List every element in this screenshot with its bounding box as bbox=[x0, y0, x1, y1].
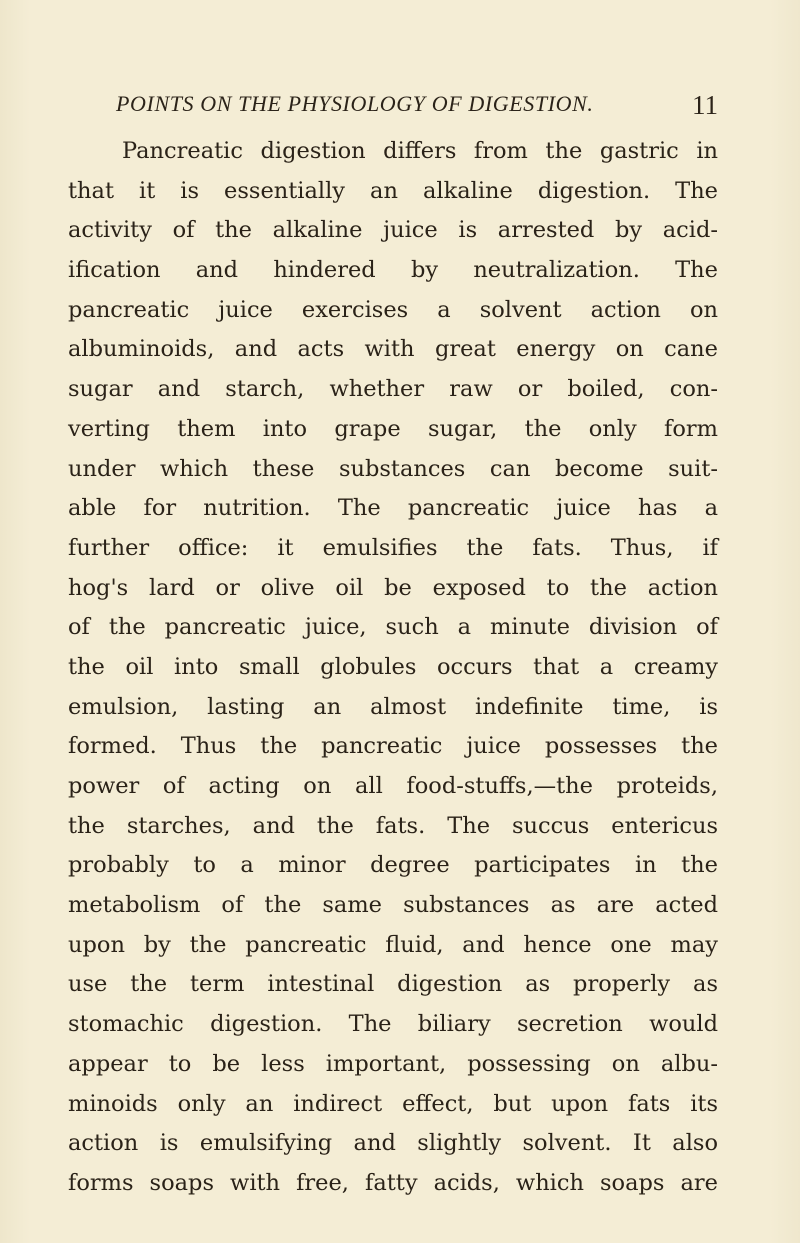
text-line: further office: it emulsifies the fats. Thus, if bbox=[68, 534, 718, 561]
text-line: verting them into grape sugar, the only form bbox=[68, 415, 718, 442]
text-line: able for nutrition. The pancreatic juice has a bbox=[68, 495, 718, 522]
text-line: albuminoids, and acts with great energy on cane bbox=[68, 336, 718, 363]
text-line: of the pancreatic juice, such a minute division of bbox=[68, 614, 718, 641]
text-line: metabolism of the same substances as are acted bbox=[68, 892, 718, 919]
text-line: power of acting on all food-stuffs,—the proteids, bbox=[68, 773, 718, 799]
text-line: action is emulsifying and slightly solvent. It also bbox=[68, 1130, 718, 1157]
body-paragraph bbox=[68, 132, 718, 1204]
text-line: appear to be less important, possessing on albu- bbox=[68, 1050, 718, 1077]
text-line: minoids only an indirect effect, but upon fats its bbox=[68, 1090, 718, 1117]
text-line: pancreatic juice exercises a solvent action on bbox=[68, 296, 718, 323]
running-head: POINTS ON THE PHYSIOLOGY OF DIGESTION. bbox=[116, 91, 594, 116]
text-line: hog's lard or olive oil be exposed to the action bbox=[68, 574, 718, 601]
text-line: Pancreatic digestion differs from the gastric in bbox=[122, 138, 718, 164]
text-line: ification and hindered by neutralization. The bbox=[68, 257, 718, 284]
text-line: stomachic digestion. The biliary secretion would bbox=[68, 1011, 718, 1038]
text-line: formed. Thus the pancreatic juice possesses the bbox=[68, 733, 718, 760]
text-line: the oil into small globules occurs that a creamy bbox=[68, 653, 718, 680]
text-line: under which these substances can become suit- bbox=[68, 455, 718, 482]
text-line: use the term intestinal digestion as properly as bbox=[68, 971, 718, 998]
text-line: the starches, and the fats. The succus entericus bbox=[68, 812, 718, 839]
text-line: forms soaps with free, fatty acids, which soaps are bbox=[68, 1169, 718, 1196]
text-line: probably to a minor degree participates in the bbox=[68, 852, 718, 879]
text-line: upon by the pancreatic fluid, and hence one may bbox=[68, 931, 718, 958]
page-header bbox=[116, 91, 736, 125]
text-line: activity of the alkaline juice is arrested by acid- bbox=[68, 217, 718, 244]
text-line: that it is essentially an alkaline digestion. The bbox=[68, 177, 718, 204]
page-number: 11 bbox=[692, 90, 718, 120]
text-line: emulsion, lasting an almost indefinite time, is bbox=[68, 693, 718, 720]
text-line: sugar and starch, whether raw or boiled, con- bbox=[68, 376, 718, 403]
